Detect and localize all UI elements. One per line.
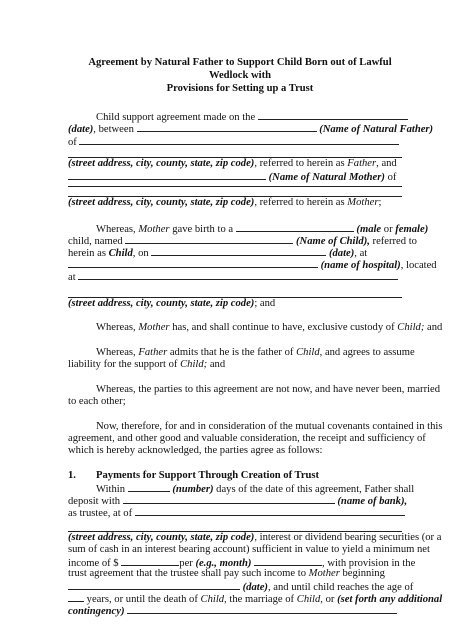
s1-line-3: as trustee, at of	[68, 506, 404, 520]
p1-line-2: (date), between (Name of Natural Father)	[68, 124, 434, 135]
s1-line-1: Within (number) days of the date of this agreement, Father shall	[96, 484, 415, 495]
p4-line-2: liability for the support of Child; and	[68, 359, 226, 370]
father-address-blank[interactable]	[79, 135, 399, 145]
birth-date-blank[interactable]	[151, 246, 326, 256]
p2-line-6: (street address, city, county, state, zip code); and	[68, 298, 276, 309]
period-blank[interactable]	[254, 556, 322, 566]
start-date-blank[interactable]	[68, 580, 240, 590]
hospital-blank[interactable]	[68, 258, 318, 268]
p6-line-2: agreement, and other good and valuable consideration, the receipt and sufficiency of	[68, 433, 426, 444]
contingency-blank[interactable]	[127, 604, 397, 614]
mother-name-blank[interactable]	[68, 170, 266, 180]
p2-line-5: at	[68, 270, 404, 284]
s1-line-6: income of $ per (e.g., month) , with provision in the	[68, 558, 416, 569]
p1-line-5: (Name of Natural Mother) of	[68, 170, 404, 184]
s1-line-5: sum of cash in an interest bearing account) sufficient in value to yield a minimum net	[68, 544, 430, 555]
p6-line-1: Now, therefore, for and in consideration of the mutual covenants contained in this	[96, 421, 443, 432]
age-blank[interactable]	[68, 592, 84, 602]
p2-line-2: child, named (Name of Child), referred to	[68, 236, 417, 247]
p6-line-3: which is hereby acknowledged, the parties agree as follows:	[68, 445, 323, 456]
p1-line-3: of	[68, 135, 404, 149]
s1-line-9: years, or until the death of Child, the marriage of Child, or (set forth any additional	[68, 592, 404, 606]
s1-line-10: contingency)	[68, 604, 404, 618]
days-blank[interactable]	[128, 482, 170, 492]
s1-line-4: (street address, city, county, state, zip code), interest or dividend bearing securities (or a	[68, 532, 442, 543]
p2-line-1: Whereas, Mother gave birth to a (male or female)	[96, 224, 429, 235]
p1-line-1: Child support agreement made on the	[96, 110, 404, 124]
p1-line-4: (street address, city, county, state, zip code), referred to herein as Father, and	[68, 158, 397, 169]
s1-line-7: trust agreement that the trustee shall pay such income to Mother beginning	[68, 568, 385, 579]
date-blank[interactable]	[258, 110, 408, 120]
income-amount-blank[interactable]	[121, 556, 179, 566]
p4-line-1: Whereas, Father admits that he is the father of Child, and agrees to assume	[96, 347, 415, 358]
p2-line-4: (name of hospital), located	[68, 258, 404, 272]
bank-address-blank[interactable]	[135, 506, 405, 516]
child-name-blank[interactable]	[125, 234, 293, 244]
title-line-2: Provisions for Setting up a Trust	[166, 83, 314, 94]
father-name-blank[interactable]	[137, 122, 317, 132]
document-title	[68, 0, 412, 95]
p3-line-1: Whereas, Mother has, and shall continue to have, exclusive custody of Child; and	[96, 322, 443, 333]
sex-blank[interactable]	[236, 222, 354, 232]
s1-line-2: deposit with (name of bank),	[68, 496, 408, 507]
blank-rule[interactable]	[68, 186, 402, 187]
title-line-1: Agreement by Natural Father to Support Child Born out of Lawful Wedlock with	[88, 57, 392, 81]
section-1-heading: 1. Payments for Support Through Creation of Trust	[68, 470, 320, 481]
s1-line-8: (date), and until child reaches the age of	[68, 580, 404, 594]
bank-blank[interactable]	[123, 494, 335, 504]
p2-line-3: herein as Child, on (date), at	[68, 248, 368, 259]
p1-line-6: (street address, city, county, state, zip code), referred to herein as Mother;	[68, 197, 382, 208]
p5-line-2: to each other;	[68, 396, 126, 407]
hospital-address-blank[interactable]	[78, 270, 398, 280]
p5-line-1: Whereas, the parties to this agreement are not now, and have never been, married	[96, 384, 441, 395]
